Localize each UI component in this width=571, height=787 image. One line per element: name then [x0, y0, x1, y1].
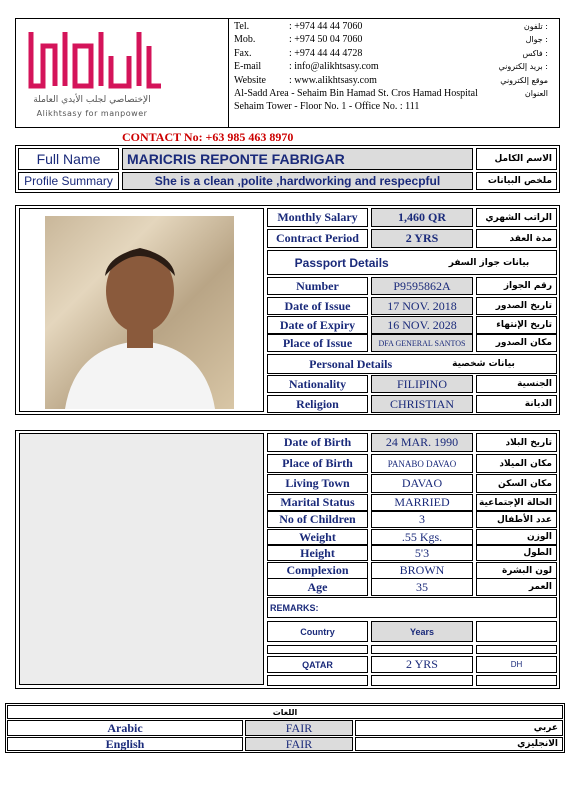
- header-divider: [228, 18, 229, 128]
- contact-value: : +974 44 44 4728: [289, 47, 363, 59]
- experience-years-header: Years: [371, 621, 473, 642]
- contact-row: [234, 60, 554, 73]
- contact-label-ar: موقع إلكتروني: [500, 75, 548, 85]
- languages-title: اللغات: [7, 705, 563, 719]
- logo-arabic-subtitle: الإختصاصي لجلب الأيدي العاملة: [33, 95, 151, 105]
- address-label-ar: العنوان: [524, 88, 548, 98]
- no-of-children-value: 3: [371, 511, 473, 528]
- passport-number-value: P9595862A: [371, 277, 473, 295]
- experience-position-header: [476, 621, 557, 642]
- date-of-issue-value: 17 NOV. 2018: [371, 297, 473, 315]
- date-of-issue-label-ar: تاريخ الصدور: [476, 297, 557, 315]
- remarks-label: REMARKS:: [267, 597, 557, 618]
- living-town-label-ar: مكان السكن: [476, 474, 557, 493]
- date-of-birth-value: 24 MAR. 1990: [371, 433, 473, 452]
- monthly-salary-value: 1,460 QR: [371, 208, 473, 227]
- contact-label: Mob.: [234, 34, 256, 46]
- date-of-expiry-label: Date of Expiry: [267, 316, 368, 334]
- place-of-birth-label: Place of Birth: [267, 454, 368, 473]
- date-of-issue-label: Date of Issue: [267, 297, 368, 315]
- nationality-value: FILIPINO: [371, 375, 473, 393]
- weight-label: Weight: [267, 529, 368, 545]
- passport-details-title-ar: بيانات جواز السفر: [448, 257, 530, 268]
- marital-status-label: Marital Status: [267, 494, 368, 511]
- place-of-issue-label-ar: مكان الصدور: [476, 334, 557, 352]
- email-link[interactable]: : info@alikhtsasy.com: [289, 61, 379, 73]
- contact-label: Tel.: [234, 21, 250, 32]
- contact-row: [234, 47, 554, 60]
- experience-empty-cell: [267, 645, 368, 654]
- living-town-label: Living Town: [267, 474, 368, 493]
- company-logo: [22, 25, 222, 125]
- experience-empty-cell: [371, 645, 473, 654]
- experience-empty-cell: [371, 675, 473, 686]
- place-of-issue-label: Place of Issue: [267, 334, 368, 352]
- place-of-birth-label-ar: مكان الميلاد: [476, 454, 557, 473]
- contact-row: [234, 74, 554, 87]
- contract-period-value: 2 YRS: [371, 229, 473, 248]
- living-town-value: DAVAO: [371, 474, 473, 493]
- website-link[interactable]: : www.alikhtsasy.com: [289, 74, 377, 86]
- monthly-salary-label: Monthly Salary: [267, 208, 368, 227]
- address-row: [234, 87, 554, 100]
- contract-period-label: Contract Period: [267, 229, 368, 248]
- complexion-label-ar: لون البشرة: [476, 562, 557, 579]
- language-english-value: FAIR: [245, 737, 353, 751]
- full-name-label: Full Name: [18, 148, 119, 170]
- profile-summary-value: She is a clean ,polite ,hardworking and respecpful: [122, 172, 473, 190]
- contract-period-label-ar: مدة العقد: [476, 229, 557, 248]
- person-icon: [45, 216, 234, 409]
- complexion-label: Complexion: [267, 562, 368, 579]
- religion-label: Religion: [267, 395, 368, 413]
- contact-value: : +974 50 04 7060: [289, 34, 363, 46]
- language-arabic-label-ar: عربي: [355, 720, 563, 736]
- profile-summary-label: Profile Summary: [18, 172, 119, 190]
- experience-empty-cell: [476, 645, 557, 654]
- experience-country: QATAR: [267, 656, 368, 673]
- language-english-label: English: [7, 737, 243, 751]
- logo-english-subtitle: Alikhtsasy for manpower: [36, 109, 148, 118]
- religion-value: CHRISTIAN: [371, 395, 473, 413]
- height-value: 5'3: [371, 545, 473, 561]
- contact-label-ar: بريد إلكتروني :: [498, 62, 548, 72]
- passport-number-label-ar: رقم الجواز: [476, 277, 557, 295]
- address-row: [234, 100, 554, 113]
- date-of-birth-label: Date of Birth: [267, 433, 368, 452]
- contact-label: Fax.: [234, 47, 252, 59]
- personal-details-title: Personal Details: [309, 356, 393, 371]
- place-of-issue-value: DFA GENERAL SANTOS: [371, 334, 473, 352]
- passport-details-title: Passport Details: [294, 255, 389, 270]
- contact-list: [234, 20, 554, 114]
- experience-empty-cell: [267, 675, 368, 686]
- full-name-value: MARICRIS REPONTE FABRIGAR: [122, 148, 473, 170]
- weight-label-ar: الوزن: [476, 529, 557, 545]
- address-line-2: Sehaim Tower - Floor No. 1 - Office No. : 111: [234, 101, 420, 113]
- experience-country-header: Country: [267, 621, 368, 642]
- contact-label: E-mail: [234, 61, 262, 73]
- marital-status-value: MARRIED: [371, 494, 473, 511]
- candidate-photo: [45, 216, 234, 409]
- weight-value: .55 Kgs.: [371, 529, 473, 545]
- language-arabic-label: Arabic: [7, 720, 243, 736]
- place-of-birth-value: PANABO DAVAO: [371, 454, 473, 473]
- date-of-expiry-value: 16 NOV. 2028: [371, 316, 473, 334]
- height-label-ar: الطول: [476, 545, 557, 561]
- experience-position: DH: [476, 656, 557, 673]
- contact-row: [234, 33, 554, 46]
- height-label: Height: [267, 545, 368, 561]
- monthly-salary-label-ar: الراتب الشهري: [476, 208, 557, 227]
- contact-label: Website: [234, 74, 266, 86]
- contact-label-ar: جوال :: [525, 35, 548, 45]
- profile-summary-label-ar: ملخص البيانات: [476, 172, 557, 190]
- no-of-children-label-ar: عدد الأطفال: [476, 511, 557, 528]
- contact-number: CONTACT No: +63 985 463 8970: [122, 130, 294, 144]
- passport-number-label: Number: [267, 277, 368, 295]
- logo-mark-icon: [25, 26, 165, 92]
- nationality-label: Nationality: [267, 375, 368, 393]
- complexion-value: BROWN: [371, 562, 473, 579]
- marital-status-label-ar: الحالة الإجتماعية: [476, 494, 557, 511]
- age-value: 35: [371, 578, 473, 596]
- personal-details-header: [267, 354, 557, 374]
- language-english-label-ar: الانجليزي: [355, 737, 563, 751]
- address-line-1: Al-Sadd Area - Sehaim Bin Hamad St. Cros Hamad Hospital: [234, 87, 478, 99]
- nationality-label-ar: الجنسية: [476, 375, 557, 393]
- age-label: Age: [267, 578, 368, 596]
- age-label-ar: العمر: [476, 578, 557, 596]
- religion-label-ar: الديانة: [476, 395, 557, 413]
- personal-details-title-ar: بيانات شخصية: [452, 359, 515, 369]
- contact-label-ar: فاكس :: [522, 48, 548, 58]
- contact-value: : +974 44 44 7060: [289, 21, 363, 32]
- secondary-photo-frame: [19, 433, 264, 685]
- experience-empty-cell: [476, 675, 557, 686]
- language-arabic-value: FAIR: [245, 720, 353, 736]
- passport-details-header: [267, 250, 557, 275]
- experience-years: 2 YRS: [371, 656, 473, 673]
- date-of-expiry-label-ar: تاريخ الإنتهاء: [476, 316, 557, 334]
- no-of-children-label: No of Children: [267, 511, 368, 528]
- contact-label-ar: تلفون :: [523, 22, 548, 31]
- date-of-birth-label-ar: تاريخ البلاد: [476, 433, 557, 452]
- contact-row: [234, 20, 554, 33]
- full-name-label-ar: الاسم الكامل: [476, 148, 557, 170]
